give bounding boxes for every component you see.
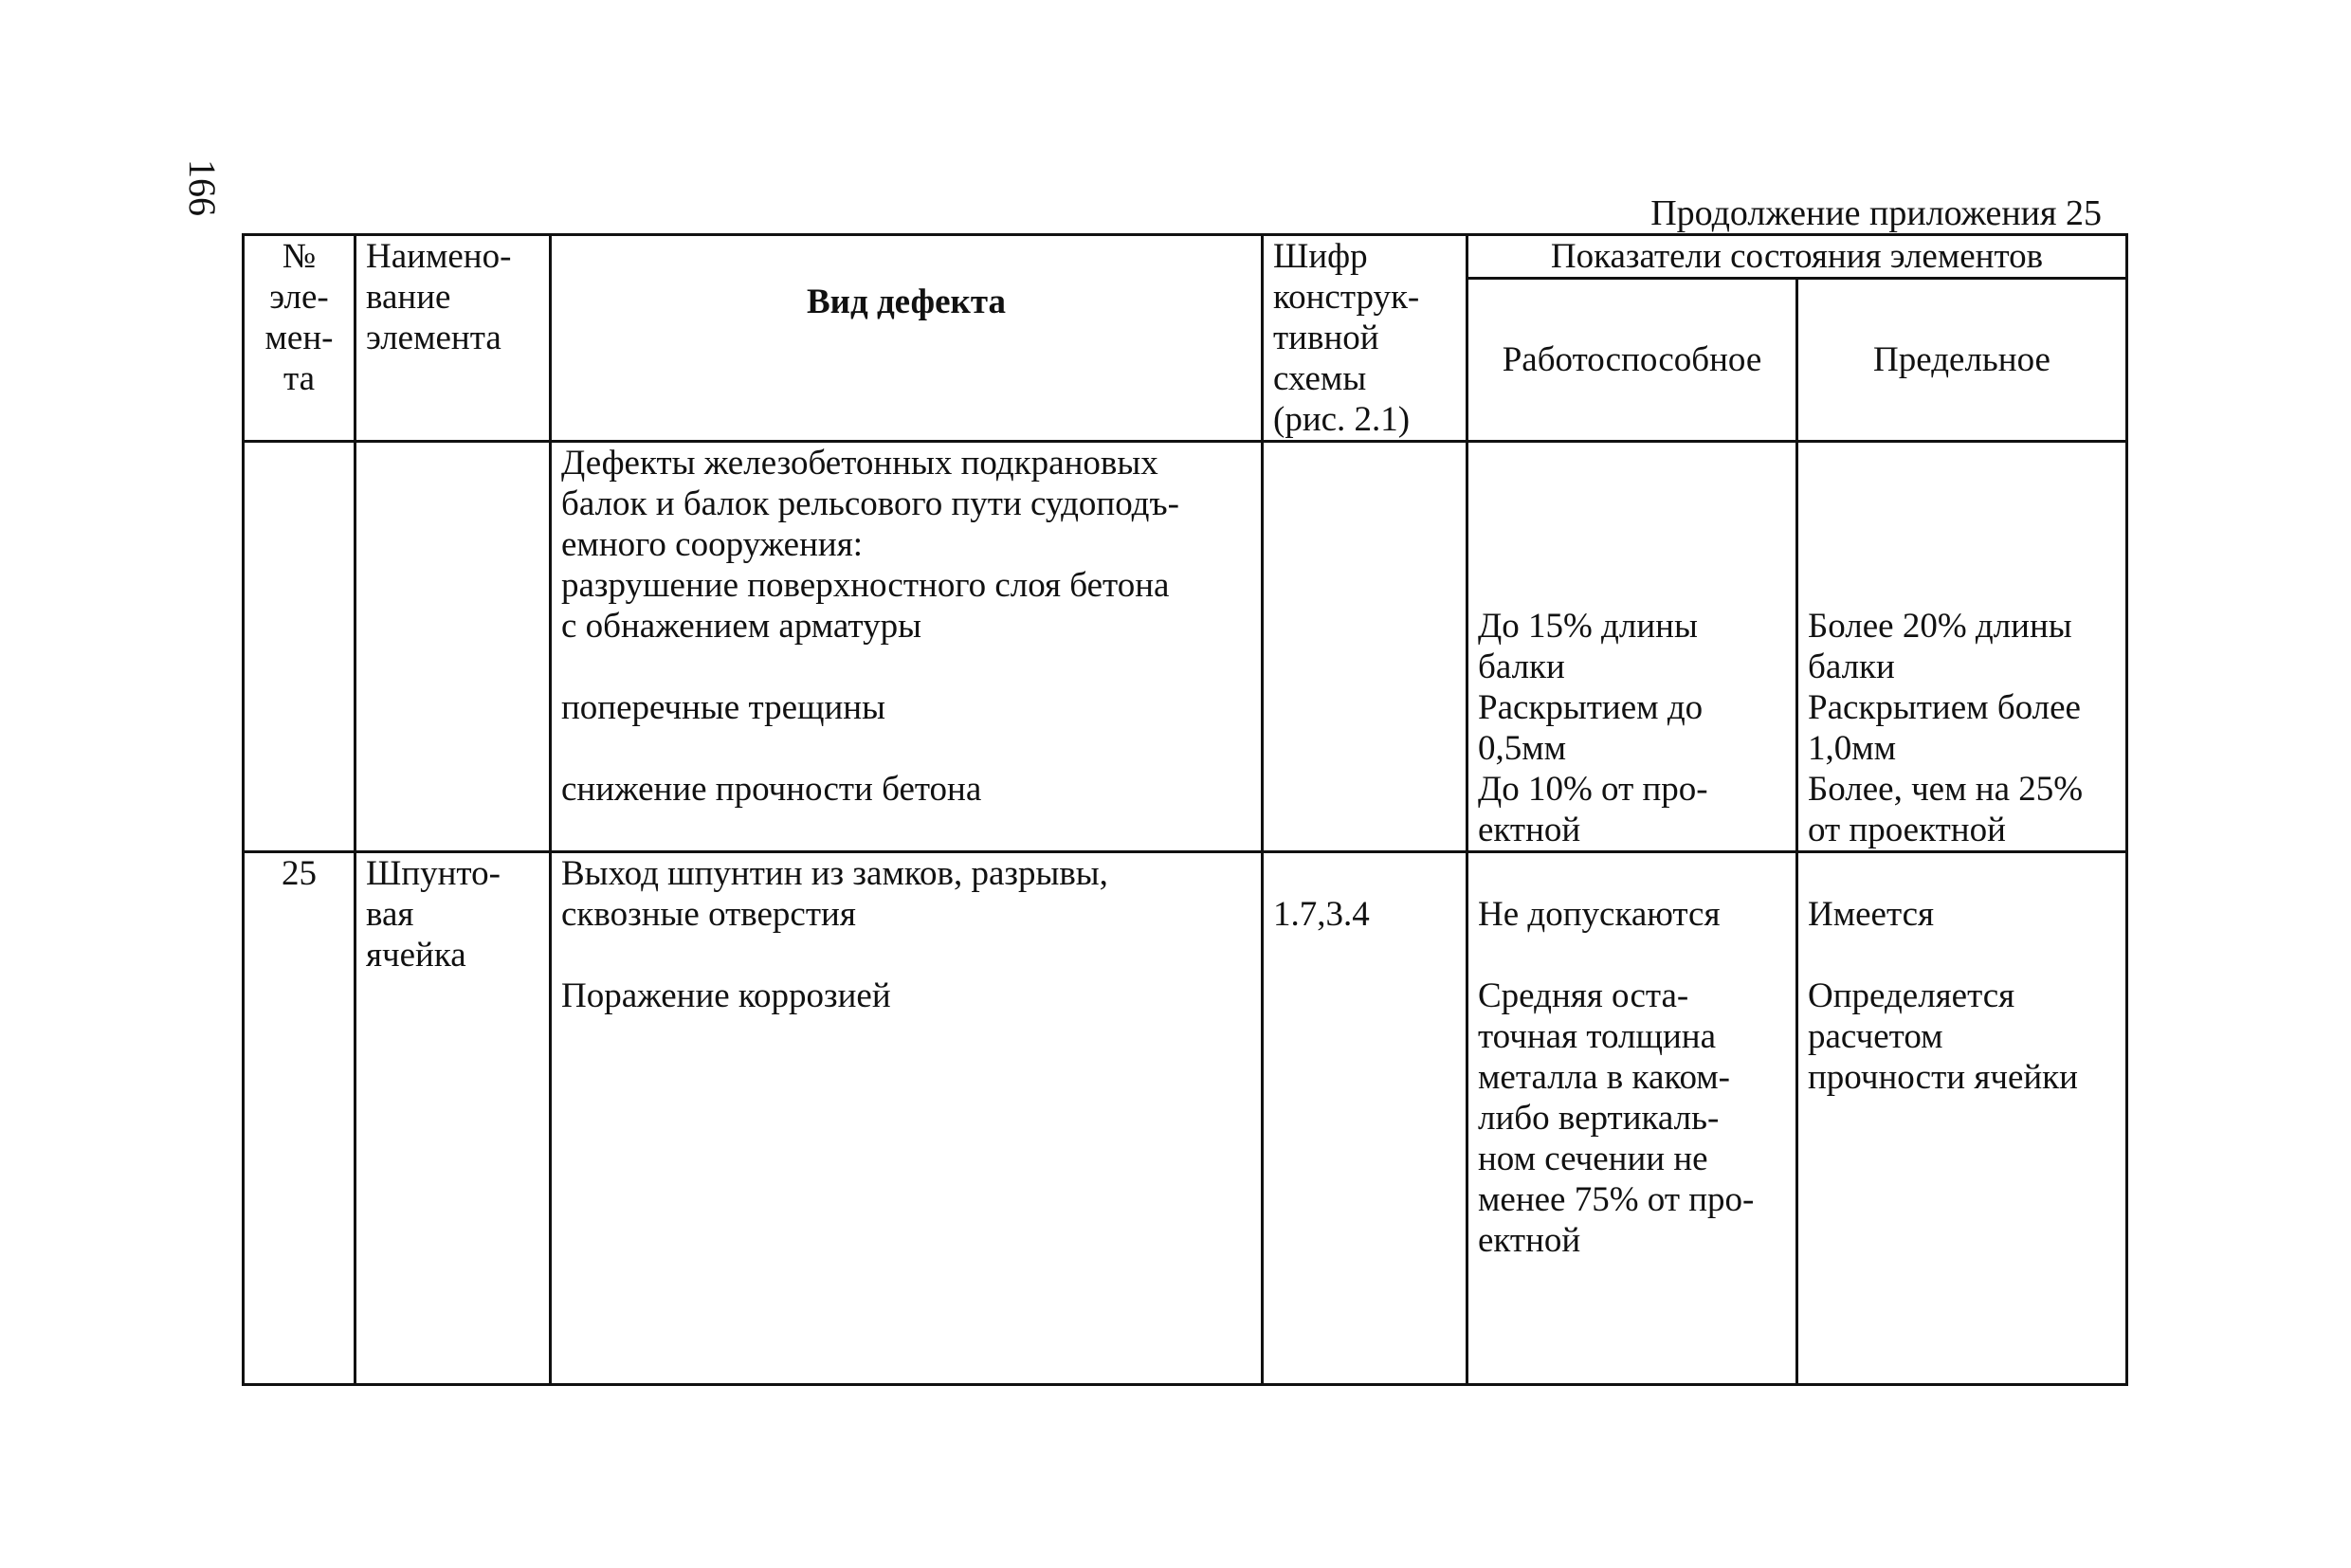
page-number: 166 — [181, 159, 224, 216]
row-limit: Имеется Определяется расчетом прочности ячейки — [1797, 852, 2127, 1385]
header-scheme-code: Шифр конструк- тивной схемы (рис. 2.1) — [1263, 235, 1467, 442]
defects-table — [242, 233, 2128, 1386]
row-scheme-code — [1263, 442, 1467, 852]
row-defect: Выход шпунтин из замков, разрывы, сквозные отверстия Поражение коррозией — [551, 852, 1263, 1385]
row-number — [244, 442, 355, 852]
table-row — [244, 442, 2127, 852]
row-workable: Не допускаются Средняя оста- точная толщина металла в каком- либо вертикаль- ном сечении не менее 75% от про- ектной — [1467, 852, 1797, 1385]
header-defect-type: Вид дефекта — [551, 235, 1263, 442]
row-workable: До 15% длины балки Раскрытием до 0,5мм До 10% от про- ектной — [1467, 442, 1797, 852]
header-element-name: Наимено- вание элемента — [355, 235, 551, 442]
header-workable: Работоспособное — [1467, 279, 1797, 442]
continuation-label: Продолжение приложения 25 — [1650, 193, 2102, 233]
table-header-row — [244, 235, 2127, 279]
header-condition-indicators: Показатели состояния элементов — [1467, 235, 2127, 279]
header-limit: Предельное — [1797, 279, 2127, 442]
row-scheme-code: 1.7,3.4 — [1263, 852, 1467, 1385]
row-defect: Дефекты железобетонных подкрановых балок и балок рельсового пути судоподъ- емного сооружения: разрушение поверхностного слоя бетона с обнажением арматуры поперечные трещины снижение прочности бетона — [551, 442, 1263, 852]
row-number: 25 — [244, 852, 355, 1385]
table-row — [244, 852, 2127, 1385]
header-element-number: № эле- мен- та — [244, 235, 355, 442]
row-element-name: Шпунто- вая ячейка — [355, 852, 551, 1385]
row-limit: Более 20% длины балки Раскрытием более 1,0мм Более, чем на 25% от проектной — [1797, 442, 2127, 852]
row-element-name — [355, 442, 551, 852]
